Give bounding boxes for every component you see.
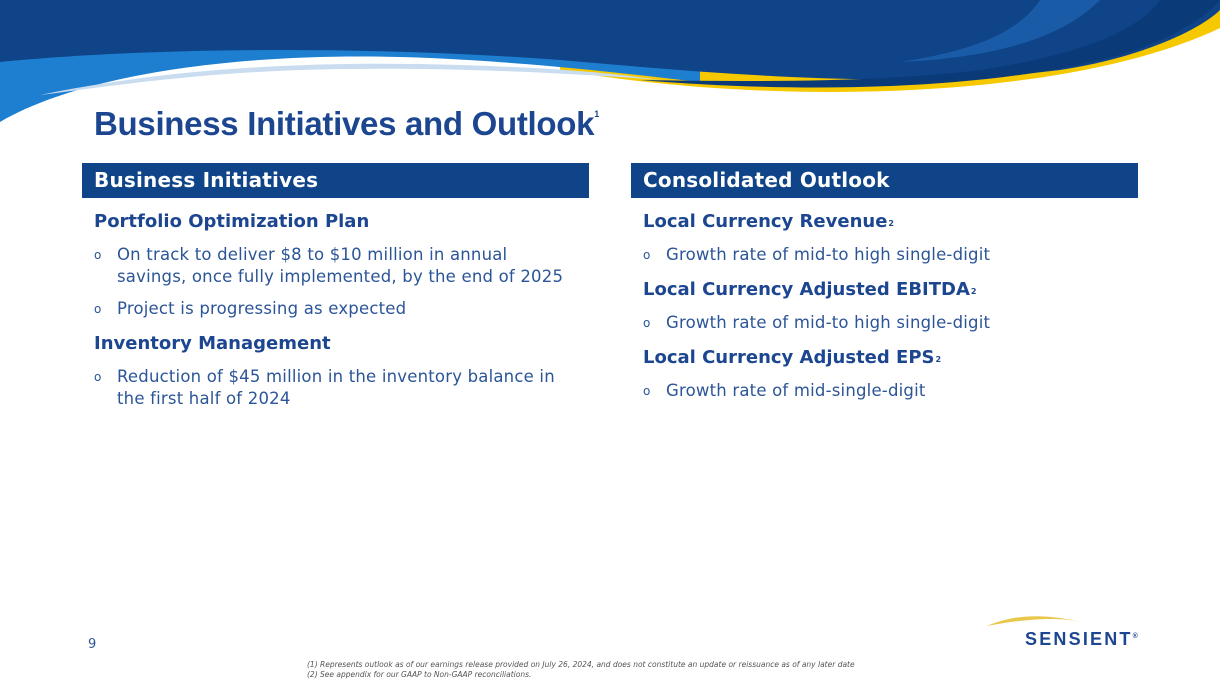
- business-initiatives-panel: [82, 163, 589, 420]
- bullet-marker: o: [643, 384, 651, 398]
- footnote-ref: 2: [970, 287, 977, 296]
- bullet-marker: o: [643, 316, 651, 330]
- business-initiatives-header: Business Initiatives: [82, 163, 589, 198]
- page-number: 9: [88, 637, 97, 652]
- list-item: o Reduction of $45 million in the inventory balance in the first half of 2024: [94, 367, 555, 408]
- bullet-list: [643, 312, 1138, 334]
- sensient-logo: [985, 612, 1140, 652]
- bullet-list: [94, 244, 589, 320]
- bullet-marker: o: [94, 248, 102, 262]
- section-title: Inventory Management: [94, 333, 331, 354]
- section-title: Local Currency Adjusted EBITDA$^2$: [643, 279, 977, 300]
- bullet-marker: o: [94, 370, 102, 384]
- section-title: Local Currency Adjusted EPS$^2$: [643, 347, 942, 368]
- consolidated-outlook-header: Consolidated Outlook: [631, 163, 1138, 198]
- inventory-management-section: [82, 332, 589, 410]
- footnote-1: (1) Represents outlook as of our earnings release provided on July 26, 2024, and does not constitute an update or reissuance as of any later date: [307, 660, 855, 669]
- bullet-list: [643, 244, 1138, 266]
- bullet-marker: o: [94, 302, 102, 316]
- section-title: Portfolio Optimization Plan: [94, 211, 370, 232]
- bullet-list: [643, 380, 1138, 402]
- portfolio-optimization-section: [82, 210, 589, 320]
- list-item: o Growth rate of mid-to high single-digit: [643, 313, 991, 332]
- footnotes: [307, 660, 855, 680]
- revenue-outlook-section: [631, 210, 1138, 266]
- footnote-ref: 2: [888, 219, 894, 228]
- ebitda-outlook-section: [631, 278, 1138, 334]
- consolidated-outlook-panel: [631, 163, 1138, 412]
- footnote-2: (2) See appendix for our GAAP to Non-GAAP reconciliations.: [307, 670, 532, 679]
- list-item: o On track to deliver $8 to $10 million in annual savings, once fully implemented, by the end of 2025: [94, 245, 564, 286]
- bullet-list: [94, 366, 589, 410]
- footnote-ref: 2: [935, 355, 942, 364]
- list-item: o Growth rate of mid-to high single-digit: [643, 245, 991, 264]
- bullet-marker: o: [643, 248, 651, 262]
- list-item: o Growth rate of mid-single-digit: [643, 381, 926, 400]
- list-item: o Project is progressing as expected: [94, 299, 407, 318]
- eps-outlook-section: [631, 346, 1138, 402]
- slide-title: Business Initiatives and Outlook$^1$: [94, 105, 599, 142]
- logo-wordmark: SENSIENT®: [1025, 629, 1138, 649]
- title-footnote-ref: 1: [594, 109, 599, 119]
- section-title: Local Currency Revenue$^2$: [643, 211, 894, 232]
